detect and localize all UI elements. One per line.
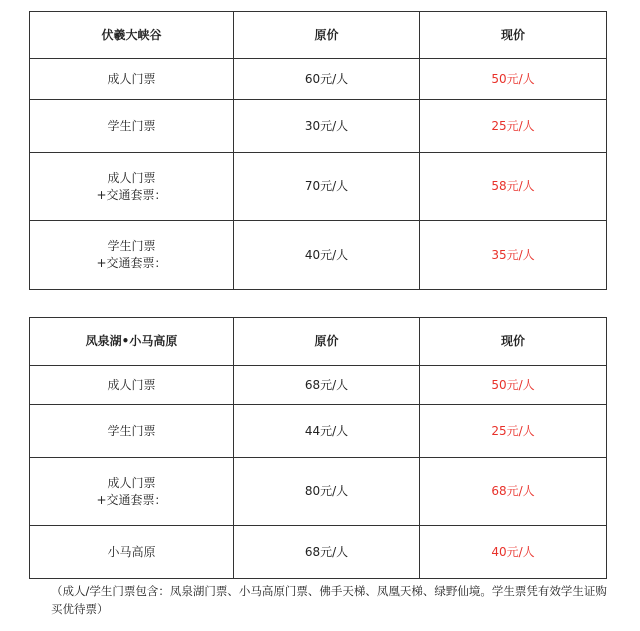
original-price: 80元/人 — [234, 458, 420, 526]
current-price: 50元/人 — [420, 59, 607, 100]
original-price: 30元/人 — [234, 100, 420, 153]
ticket-type: 成人门票 +交通套票： — [30, 153, 234, 221]
header-original-price: 原价 — [234, 318, 420, 366]
price-table-fengquanhu — [29, 317, 607, 579]
original-price: 68元/人 — [234, 366, 420, 405]
original-price: 40元/人 — [234, 221, 420, 290]
ticket-type: 小马高原 — [30, 526, 234, 579]
current-price: 68元/人 — [420, 458, 607, 526]
ticket-type: 学生门票 — [30, 100, 234, 153]
table-row — [30, 221, 607, 290]
table-header-row — [30, 318, 607, 366]
current-price: 25元/人 — [420, 100, 607, 153]
original-price: 68元/人 — [234, 526, 420, 579]
header-current-price: 现价 — [420, 318, 607, 366]
current-price: 58元/人 — [420, 153, 607, 221]
ticket-type: 学生门票 +交通套票： — [30, 221, 234, 290]
table-header-row — [30, 12, 607, 59]
ticket-type: 学生门票 — [30, 405, 234, 458]
current-price: 35元/人 — [420, 221, 607, 290]
original-price: 44元/人 — [234, 405, 420, 458]
original-price: 60元/人 — [234, 59, 420, 100]
original-price: 70元/人 — [234, 153, 420, 221]
table-row — [30, 366, 607, 405]
table-row — [30, 526, 607, 579]
header-original-price: 原价 — [234, 12, 420, 59]
ticket-type: 成人门票 — [30, 366, 234, 405]
table-row — [30, 100, 607, 153]
header-current-price: 现价 — [420, 12, 607, 59]
header-attraction: 伏羲大峡谷 — [30, 12, 234, 59]
table-row — [30, 458, 607, 526]
current-price: 40元/人 — [420, 526, 607, 579]
table-row — [30, 153, 607, 221]
ticket-type: 成人门票 — [30, 59, 234, 100]
price-table-fuxi — [29, 11, 607, 290]
header-attraction: 凤泉湖•小马高原 — [30, 318, 234, 366]
table-row — [30, 405, 607, 458]
table-row — [30, 59, 607, 100]
ticket-type: 成人门票 +交通套票： — [30, 458, 234, 526]
footnote: （成人/学生门票包含：凤泉湖门票、小马高原门票、佛手天梯、凤凰天梯、绿野仙境。学生票凭有效学生证购买优待票） — [51, 584, 607, 616]
current-price: 25元/人 — [420, 405, 607, 458]
current-price: 50元/人 — [420, 366, 607, 405]
